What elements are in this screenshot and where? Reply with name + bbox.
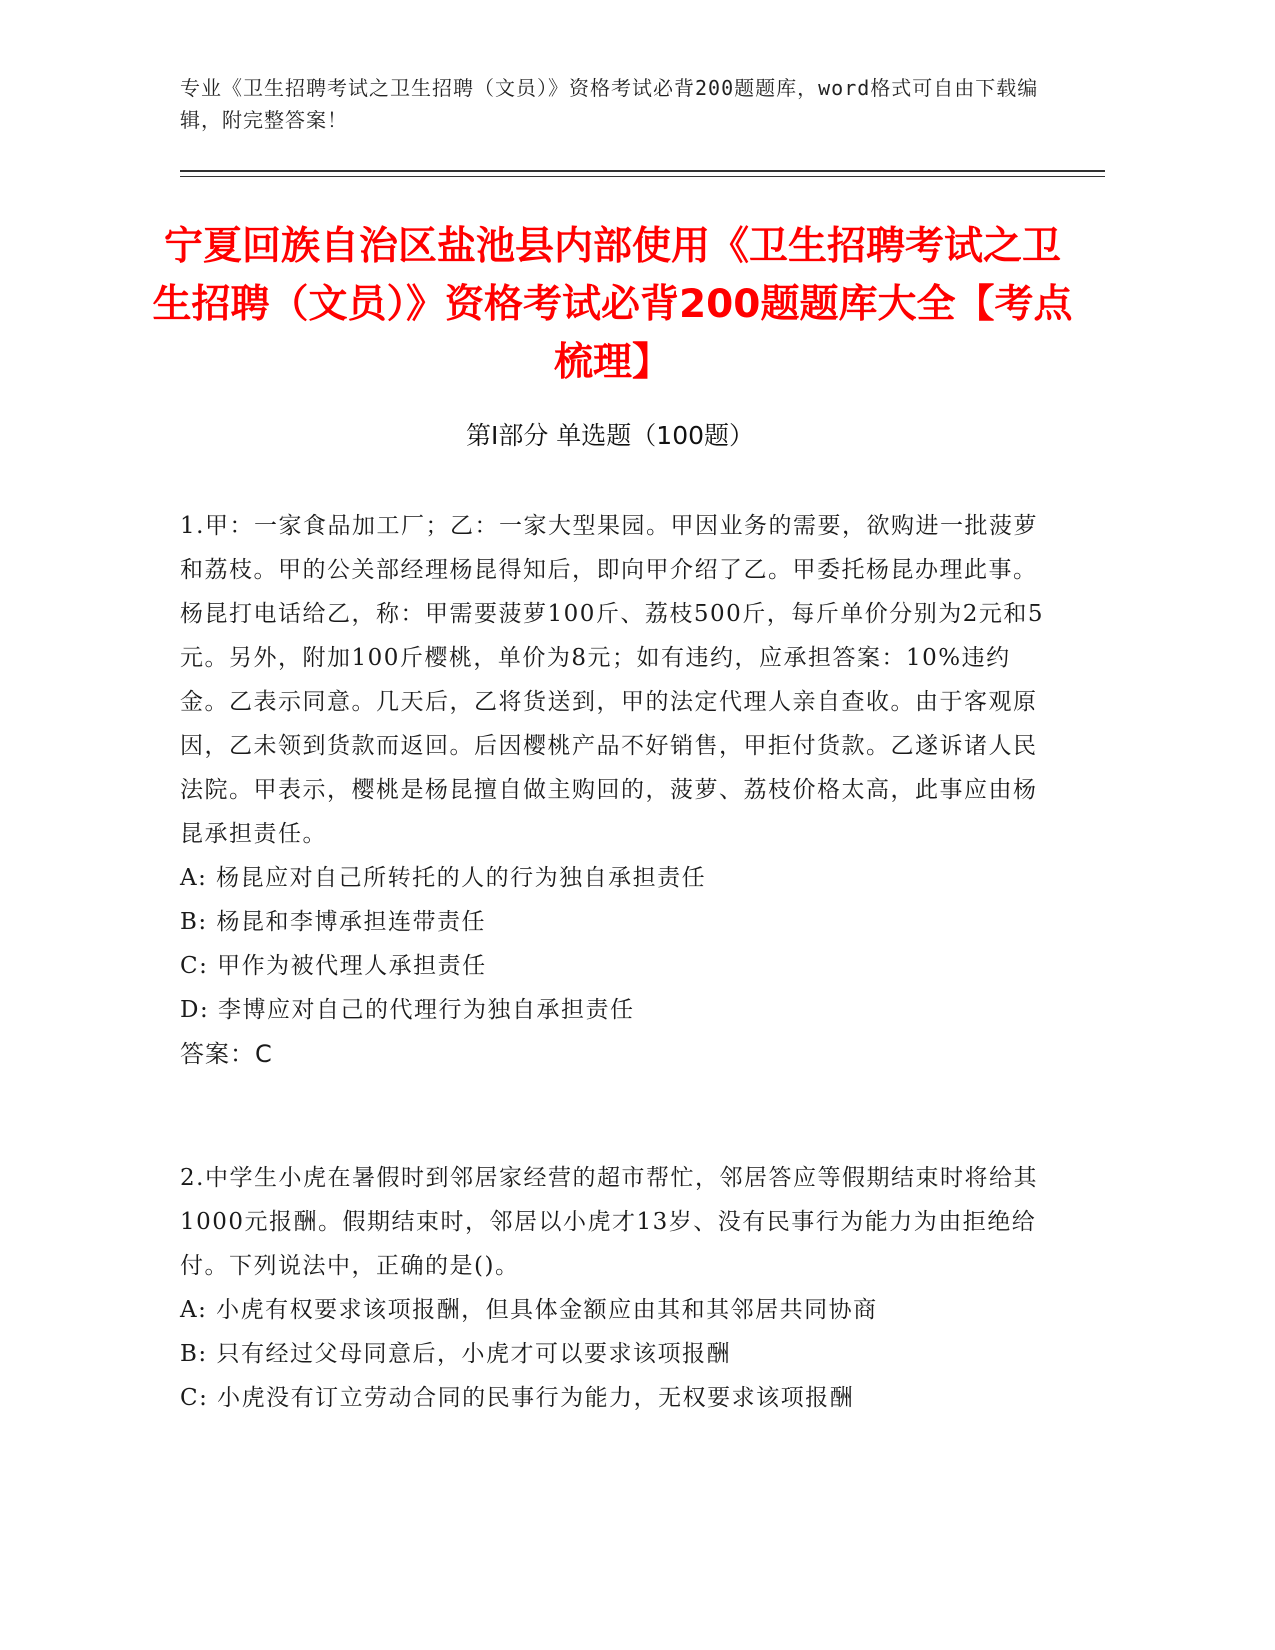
header-divider-thick bbox=[180, 170, 1105, 172]
document-title: 宁夏回族自治区盐池县内部使用《卫生招聘考试之卫生招聘（文员）》资格考试必背200题题库大全【考点梳理】 bbox=[152, 224, 1073, 385]
question-1 bbox=[180, 504, 1050, 1076]
question-stem: 2.中学生小虎在暑假时到邻居家经营的超市帮忙，邻居答应等假期结束时将给其1000元报酬。假期结束时，邻居以小虎才13岁、没有民事行为能力为由拒绝给付。下列说法中，正确的是()。 bbox=[180, 1165, 1038, 1279]
option-a: A: 杨昆应对自己所转托的人的行为独自承担责任 bbox=[180, 865, 707, 891]
header-divider-thin bbox=[180, 176, 1105, 177]
option-d: D: 李博应对自己的代理行为独自承担责任 bbox=[180, 997, 635, 1023]
answer: 答案：C bbox=[180, 1040, 273, 1068]
section-heading: 第I部分 单选题（100题） bbox=[465, 421, 755, 450]
question-2 bbox=[180, 1156, 1050, 1420]
option-a: A: 小虎有权要求该项报酬，但具体金额应由其和其邻居共同协商 bbox=[180, 1297, 878, 1323]
option-c: C: 甲作为被代理人承担责任 bbox=[180, 953, 487, 979]
option-b: B: 杨昆和李博承担连带责任 bbox=[180, 909, 486, 935]
option-c: C: 小虎没有订立劳动合同的民事行为能力，无权要求该项报酬 bbox=[180, 1385, 855, 1411]
header-note: 专业《卫生招聘考试之卫生招聘（文员）》资格考试必背200题题库，word格式可自由下载编辑，附完整答案！ bbox=[180, 76, 1039, 132]
option-b: B: 只有经过父母同意后，小虎才可以要求该项报酬 bbox=[180, 1341, 731, 1367]
question-stem: 1.甲：一家食品加工厂；乙：一家大型果园。甲因业务的需要，欲购进一批菠萝和荔枝。甲的公关部经理杨昆得知后，即向甲介绍了乙。甲委托杨昆办理此事。杨昆打电话给乙，称：甲需要菠萝100斤、荔枝500斤，每斤单价分别为2元和5元。另外，附加100斤樱桃，单价为8元；如有违约，应承担答案：10%违约金。乙表示同意。几天后，乙将货送到，甲的法定代理人亲自查收。由于客观原因，乙未领到货款而返回。后因樱桃产品不好销售，甲拒付货款。乙遂诉诸人民法院。甲表示，樱桃是杨昆擅自做主购回的，菠萝、荔枝价格太高，此事应由杨昆承担责任。 bbox=[180, 513, 1045, 847]
